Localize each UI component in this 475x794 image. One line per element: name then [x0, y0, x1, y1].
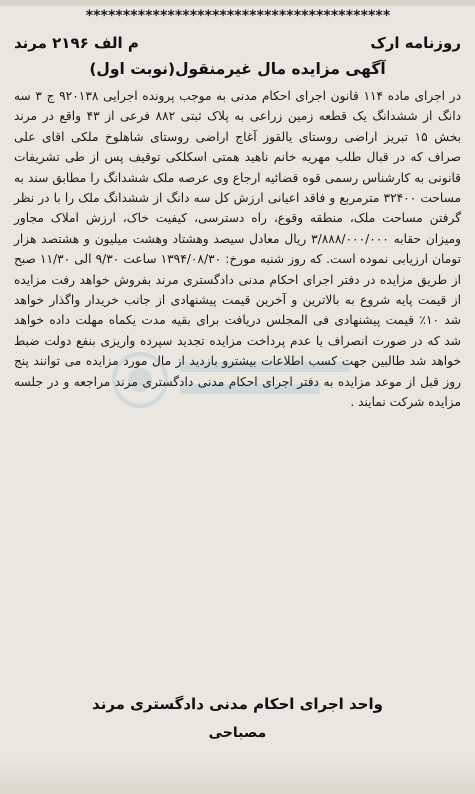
star-divider: ***************************************** [85, 8, 390, 24]
issuing-office: واحد اجرای احکام مدنی دادگستری مرند [92, 695, 383, 713]
signer-name: مصباحی [208, 725, 267, 741]
notice-title: آگهی مزایده مال غیرمنقول(نوبت اول) [89, 60, 386, 78]
clipping-top-edge [0, 0, 475, 6]
clipping-bottom-edge [0, 754, 475, 794]
notice-body: در اجرای ماده ۱۱۴ قانون اجرای احکام مدنی به موجب پرونده اجرایی ۹۲۰۱۳۸ ج ۳ سه دانگ از ششدانگ یک قطعه زمین زراعی به پلاک ثبتی ۸۸۲ فرعی از ۴۳ واقع در مرند بخش ۱۵ تبریز اراضی روستای یالقوز آغاج اراضی روستای شاهلوخ ملکی اقای علی صراف که در قبال طلب مهریه خانم ناهید همتی اسکلکی توقیف پس از طی تشریفات قانونی به کارشناس رسمی قوه قضائیه ارجاع وی عرصه ملک ششدانگ را مطابق سند به مساحت ۳۲۴۰۰ مترمربع و فاقد اعیانی ارزش کل سه دانگ از ششدانگ ملک را با در نظر گرفتن مساحت ملک، منطقه وقوع، راه دسترسی، کیفیت خاک، ارزش املاک مجاور ومیزان حقابه ۳/۸۸۸/۰۰۰/۰۰۰ ریال معادل سیصد وهشتاد وهشت میلیون و هشتصد هزار تومان ارزیابی نموده است. که روز شنبه مورخ: ۱۳۹۴/۰۸/۳۰ ساعت ۹/۳۰ الی ۱۱/۳۰ صبح از طریق مزایده در دفتر اجرای احکام مدنی دادگستری مرند بفروش خواهد رفت مزایده از قیمت پایه شروع به بالاترین و آخرین قیمت پیشنهادی از جانب خریدار واگذار خواهد شد ۱۰٪ قیمت پیشنهادی فی المجلس دریافت برای بقیه مدت یکماه مهلت داده خواهد شد که در صورت انصراف یا عدم پرداخت مزایده تجدید سپرده واریزی بنفع دولت ضبط خواهد شد طالبین جهت کسب اطلاعات بیشترو بازدید از مال مورد مزایده می توانند پنج روز قبل از موعد مزایده به دفتر اجرای احکام مدنی دادگستری مرند مراجعه و در جلسه مزایده شرکت نمایند . [14, 89, 462, 410]
header-row [14, 30, 461, 56]
issue-number: م الف ۲۱۹۶ مرند [14, 34, 139, 52]
newspaper-name: روزنامه ارک [370, 34, 461, 52]
